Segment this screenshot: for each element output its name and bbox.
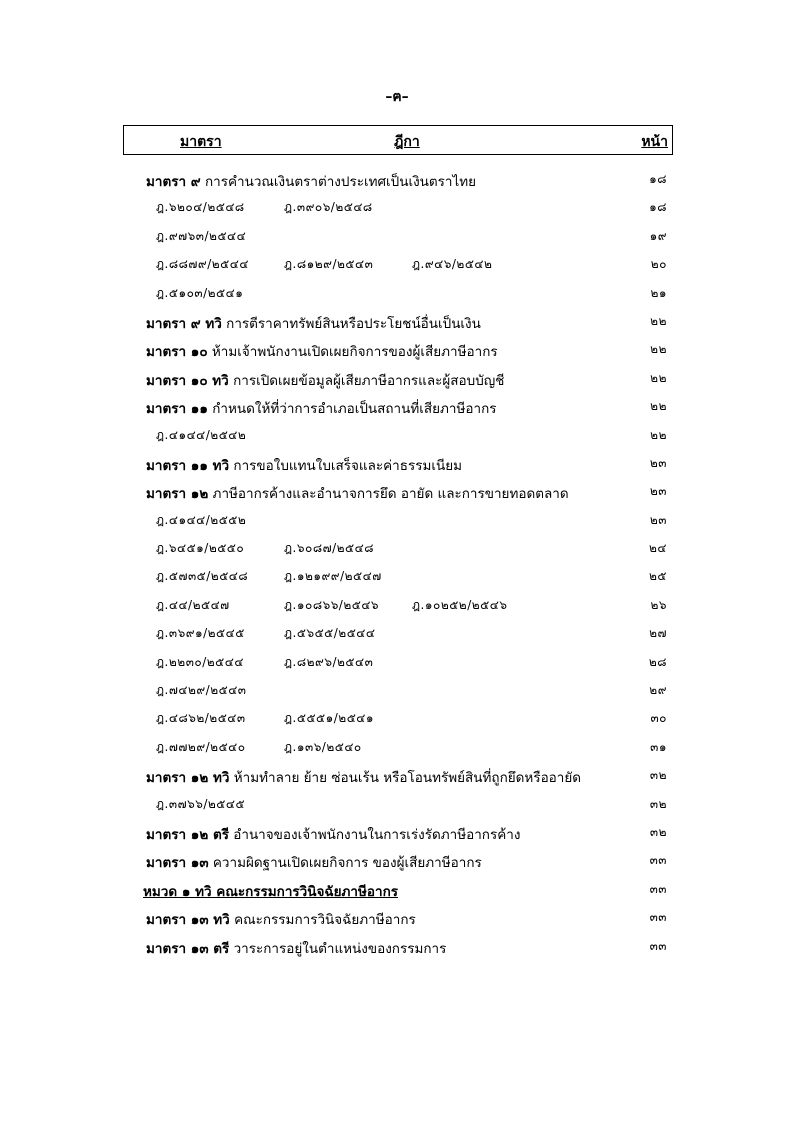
page-ref: ๒๒ — [650, 370, 667, 385]
page-ref: ๒๒ — [650, 342, 667, 357]
section-title: ห้ามทำลาย ย้าย ซ่อนเร้น หรือโอนทรัพย์สินที่ถูกยึดหรืออายัด — [233, 770, 582, 787]
ruling-reference: ฎ.๓๖๙๑/๒๕๔๕ — [156, 626, 245, 641]
section-row — [0, 393, 794, 421]
entry-title — [146, 312, 481, 334]
section-title: ภาษีอากรค้างและอำนาจการยึด อายัด และการขายทอดตลาด — [212, 486, 569, 503]
page-ref: ๓๒ — [649, 824, 667, 839]
entry-title — [156, 709, 412, 728]
page-ref: ๒๐ — [650, 257, 667, 272]
entry-title — [146, 369, 504, 391]
section-number: มาตรา ๙ — [146, 174, 201, 190]
section-row — [0, 904, 794, 932]
ruling-reference: ฎ.๔๑๔๔/๒๕๕๒ — [156, 512, 247, 527]
section-number: มาตรา ๑๑ ทวิ — [146, 457, 230, 474]
entry-title — [146, 340, 498, 362]
section-title: การคำนวณเงินตราต่างประเทศเป็นเงินตราไทย — [204, 174, 477, 190]
ruling-reference: ฎ.๕๑๐๓/๒๕๔๑ — [156, 285, 244, 300]
ruling-reference: ฎ.๔๘๖๒/๒๕๔๓ — [156, 711, 246, 726]
page-ref: ๒๑ — [650, 285, 667, 300]
entry-title — [156, 681, 284, 700]
section-row — [0, 308, 794, 336]
ruling-reference: ฎ.๑๒๑๙๙/๒๕๔๗ — [284, 569, 382, 584]
section-title: ห้ามเจ้าพนักงานเปิดเผยกิจการของผู้เสียภาษีอากร — [211, 344, 498, 361]
ruling-row — [0, 194, 794, 222]
ruling-reference: ฎ.๗๗๒๙/๒๕๔๐ — [156, 739, 246, 754]
ruling-reference: ฎ.๕๗๓๕/๒๕๔๘ — [156, 569, 249, 584]
ruling-reference: ฎ.๖๒๐๔/๒๕๔๘ — [156, 200, 245, 215]
page-ref: ๒๕ — [649, 569, 667, 584]
section-row — [0, 933, 794, 961]
page-ref: ๑๘ — [649, 172, 667, 186]
ruling-reference: ฎ.๔๔/๒๕๔๗ — [156, 597, 230, 612]
section-title: กำหนดให้ที่ว่าการอำเภอเป็นสถานที่เสียภาษีอากร — [212, 401, 497, 418]
section-row — [0, 762, 794, 790]
entry-title — [146, 908, 416, 930]
entry-title — [146, 823, 520, 845]
ruling-row — [0, 649, 794, 677]
entry-title — [156, 198, 412, 217]
section-title: ความผิดฐานเปิดเผยกิจการ ของผู้เสียภาษีอากร — [212, 855, 482, 872]
ruling-row — [0, 507, 794, 535]
section-title: การตีราคาทรัพย์สินหรือประโยชน์อื่นเป็นเงิน — [226, 315, 481, 332]
ruling-reference: ฎ.๙๔๖/๒๕๔๒ — [412, 257, 493, 272]
section-number: มาตรา ๑๑ — [146, 401, 208, 418]
ruling-reference: ฎ.๙๗๖๓/๒๕๔๔ — [156, 228, 247, 243]
page-number: –ฅ– — [385, 89, 409, 105]
page-ref: ๒๖ — [650, 597, 667, 612]
ruling-reference: ฎ.๒๒๓๐/๒๕๔๔ — [156, 654, 244, 669]
ruling-reference: ฎ.๕๖๕๕/๒๕๔๔ — [284, 626, 376, 641]
ruling-row — [0, 280, 794, 308]
ruling-row — [0, 705, 794, 733]
section-number: มาตรา ๙ ทวิ — [146, 315, 222, 332]
page-ref: ๓๓ — [649, 881, 667, 896]
section-title: การเปิดเผยข้อมูลผู้เสียภาษีอากรและผู้สอบบัญชี — [233, 372, 505, 389]
ruling-reference: ฎ.๑๐๘๖๖/๒๕๔๖ — [284, 597, 380, 612]
chapter-title: หมวด ๑ ทวิ คณะกรรมการวินิจฉัยภาษีอากร — [143, 883, 398, 900]
section-number: มาตรา ๑๒ — [146, 486, 209, 503]
ruling-reference: ฎ.๔๑๔๔/๒๕๔๒ — [156, 427, 247, 442]
ruling-reference: ฎ.๘๘๗๙/๒๕๔๔ — [156, 257, 249, 272]
entry-title — [156, 567, 412, 586]
toc-header — [123, 125, 673, 155]
page-ref: ๑๙ — [649, 228, 667, 243]
page-ref: ๒๓ — [649, 512, 667, 527]
page-ref: ๓๒ — [649, 768, 667, 783]
page-ref: ๓๐ — [650, 711, 667, 726]
entry-title — [156, 596, 540, 615]
ruling-reference: ฎ.๗๔๒๙/๒๕๔๓ — [156, 683, 247, 698]
section-number: มาตรา ๑๓ ตรี — [146, 940, 230, 957]
section-title: อำนาจของเจ้าพนักงานในการเร่งรัดภาษีอากรค้าง — [233, 826, 521, 843]
ruling-row — [0, 422, 794, 450]
ruling-reference: ฎ.๓๗๖๖/๒๕๔๕ — [156, 796, 246, 811]
ruling-reference: ฎ.๕๕๕๑/๒๕๔๑ — [284, 711, 374, 726]
page-ref: ๒๔ — [649, 541, 667, 556]
header-ruling-label: ฎีกา — [394, 134, 420, 150]
page-ref: ๓๑ — [650, 739, 667, 754]
header-page-label: หน้า — [641, 134, 668, 150]
page-ref: ๒๙ — [649, 683, 667, 698]
section-number: มาตรา ๑๓ — [146, 855, 209, 872]
section-row — [0, 336, 794, 364]
entry-title — [146, 454, 462, 476]
section-row — [0, 365, 794, 393]
ruling-reference: ฎ.๘๑๒๙/๒๕๔๓ — [284, 257, 374, 272]
section-number: มาตรา ๑๒ ทวิ — [146, 770, 230, 787]
ruling-row — [0, 563, 794, 591]
section-number: มาตรา ๑๐ — [146, 344, 208, 361]
page-ref: ๓๒ — [649, 796, 667, 811]
entry-title — [146, 766, 581, 788]
header-section-label: มาตรา — [180, 134, 222, 150]
entry-title — [146, 851, 482, 873]
entry-title — [146, 397, 497, 419]
page-ref: ๒๒ — [650, 313, 667, 328]
page-ref: ๒๒ — [650, 427, 667, 442]
entry-title — [156, 511, 284, 530]
entry-title — [156, 284, 284, 303]
section-row — [0, 478, 794, 506]
entry-title — [156, 426, 284, 445]
page-ref: ๒๒ — [650, 399, 667, 414]
ruling-row — [0, 535, 794, 563]
ruling-row — [0, 251, 794, 279]
ruling-row — [0, 592, 794, 620]
section-number: มาตรา ๑๐ ทวิ — [146, 372, 229, 389]
page-ref: ๒๓ — [649, 455, 667, 470]
section-title: คณะกรรมการวินิจฉัยภาษีอากร — [234, 912, 416, 929]
section-number: มาตรา ๑๒ ตรี — [146, 826, 229, 843]
page-ref: ๑๘ — [649, 200, 667, 215]
ruling-reference: ฎ.๖๐๘๗/๒๕๔๘ — [284, 541, 374, 556]
section-row — [0, 166, 794, 194]
ruling-row — [0, 734, 794, 762]
entry-title — [146, 170, 476, 192]
ruling-reference: ฎ.๘๒๙๖/๒๕๔๓ — [284, 654, 374, 669]
entry-title — [156, 539, 412, 558]
ruling-reference: ฎ.๑๓๖/๒๕๔๐ — [284, 739, 362, 754]
toc-list — [0, 166, 794, 961]
entry-title — [146, 482, 569, 504]
section-row — [0, 819, 794, 847]
section-row — [0, 450, 794, 478]
ruling-row — [0, 223, 794, 251]
entry-title — [156, 624, 412, 643]
section-number: มาตรา ๑๓ ทวิ — [146, 912, 230, 929]
page-ref: ๓๓ — [649, 910, 667, 925]
entry-title — [156, 653, 412, 672]
entry-title — [156, 795, 284, 814]
page-ref: ๒๓ — [649, 484, 667, 499]
section-row — [0, 847, 794, 875]
section-title: วาระการอยู่ในตำแหน่งของกรรมการ — [233, 940, 447, 957]
entry-title — [156, 227, 284, 246]
page-ref: ๒๘ — [648, 654, 667, 669]
ruling-row — [0, 677, 794, 705]
chapter-row — [0, 876, 794, 904]
page-ref: ๒๗ — [649, 626, 667, 641]
ruling-reference: ฎ.๑๐๒๕๒/๒๕๔๖ — [412, 597, 508, 612]
page-ref: ๓๓ — [649, 853, 667, 868]
page-ref: ๓๓ — [649, 938, 667, 953]
ruling-reference: ฎ.๖๔๕๑/๒๕๕๐ — [156, 541, 245, 556]
ruling-row — [0, 620, 794, 648]
entry-title — [156, 255, 540, 274]
section-title: การขอใบแทนใบเสร็จและค่าธรรมเนียม — [233, 457, 463, 474]
entry-title — [146, 937, 446, 959]
entry-title — [156, 738, 412, 757]
ruling-row — [0, 791, 794, 819]
ruling-reference: ฎ.๓๙๐๖/๒๕๔๘ — [284, 200, 373, 215]
